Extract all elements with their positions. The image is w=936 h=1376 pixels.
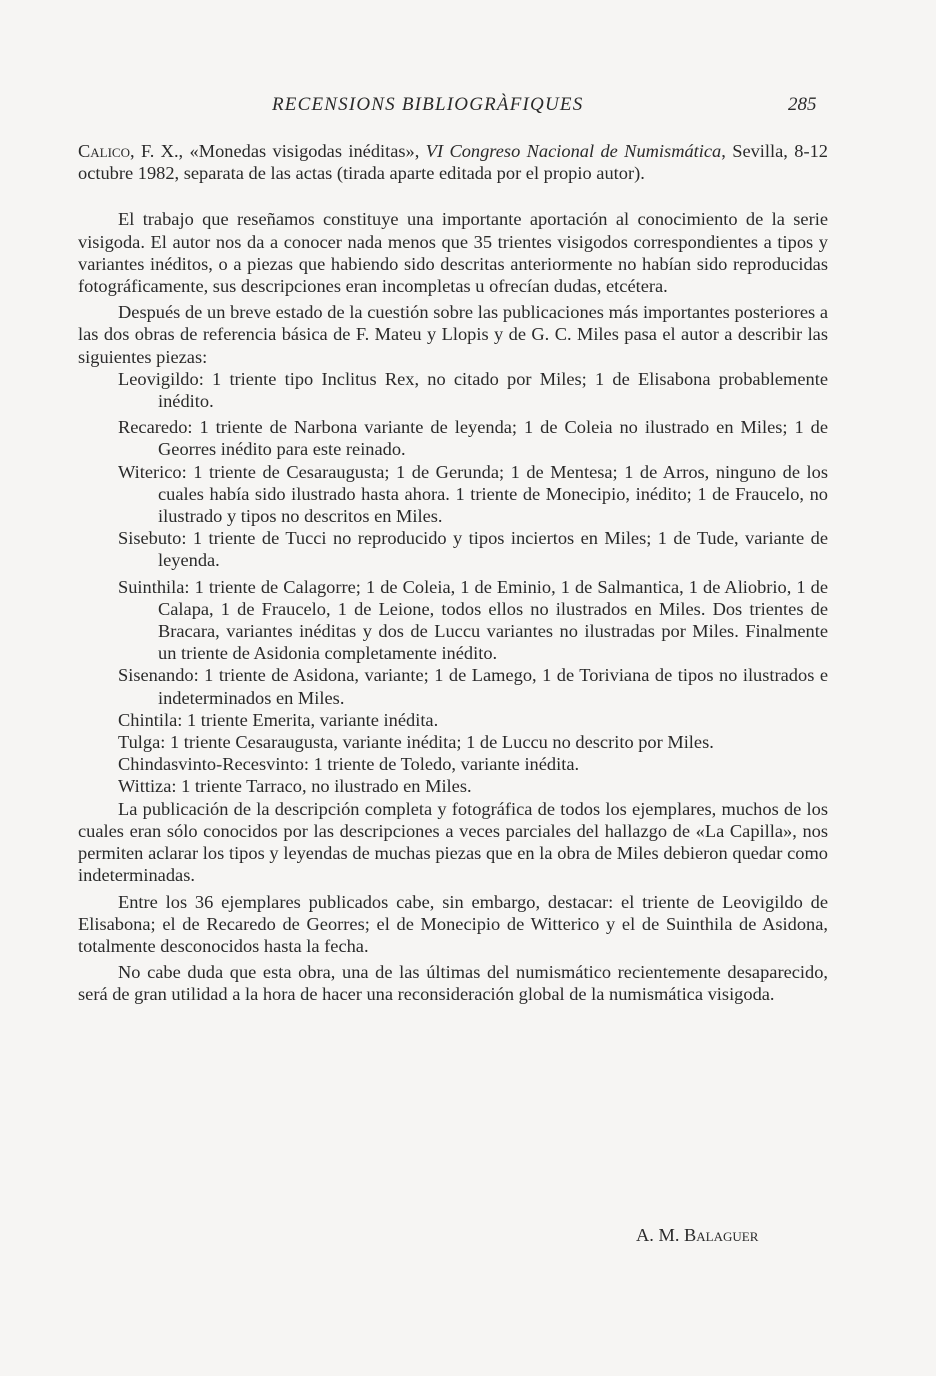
coin-entry: Sisenando: 1 triente de Asidona, variante; 1 de Lamego, 1 de Toriviana de tipos no ilustrados e indeterminados en Miles. xyxy=(118,665,828,708)
coin-entry: Suinthila: 1 triente de Calagorre; 1 de Coleia, 1 de Eminio, 1 de Salmantica, 1 de Aliobrio, 1 de Calapa, 1 de Fraucelo, 1 de Leione, todos ellos no ilustrados en Miles. Dos trientes de Bracara, variantes inéditas y dos de Luccu variantes no ilustradas por Miles. Finalmente un triente de Asidonia completamente inédito. xyxy=(118,576,828,664)
signature-initials: A. M. xyxy=(636,1225,685,1245)
citation-author: Calico xyxy=(78,141,130,161)
bibliographic-citation xyxy=(78,140,828,184)
coin-entry: Leovigildo: 1 triente tipo Inclitus Rex, no citado por Miles; 1 de Elisabona probablemente inédito. xyxy=(118,368,828,412)
coin-entry: Wittiza: 1 triente Tarraco, no ilustrado en Miles. xyxy=(118,776,472,797)
paragraph: El trabajo que reseñamos constituye una importante aportación al conocimiento de la serie visigoda. El autor nos da a conocer nada menos que 35 trientes visigodos correspondientes a tipos y variantes inéditos, o a piezas que habiendo sido descritas anteriormente no habían sido reproducidas fotográficamente, sus descripciones eran incompletas u ofrecían dudas, etcétera. xyxy=(78,209,828,297)
review-body xyxy=(78,140,828,1006)
running-title: RECENSIONS BIBLIOGRÀFIQUES xyxy=(272,94,584,115)
reviewer-signature xyxy=(636,1225,758,1246)
page-number: 285 xyxy=(788,94,817,115)
page-header xyxy=(0,94,936,124)
paragraph: No cabe duda que esta obra, una de las últimas del numismático recientemente desaparecido, será de gran utilidad a la hora de hacer una reconsideración global de la numismática visigoda. xyxy=(78,962,828,1005)
paragraph: Después de un breve estado de la cuestión sobre las publicaciones más importantes posteriores a las dos obras de referencia básica de F. Mateu y Llopis y de G. C. Miles pasa el autor a describir las siguientes piezas: xyxy=(78,302,828,367)
citation-author-rest: , F. X., «Monedas visigodas inéditas», xyxy=(129,141,426,161)
coin-entry: Chindasvinto-Recesvinto: 1 triente de Toledo, variante inédita. xyxy=(118,754,580,775)
coin-entry: Tulga: 1 triente Cesaraugusta, variante inédita; 1 de Luccu no descrito por Miles. xyxy=(118,732,714,753)
paragraph: Entre los 36 ejemplares publicados cabe, sin embargo, destacar: el triente de Leovigildo de Elisabona; el de Recaredo de Georres; el de Monecipio de Witterico y el de Suinthila de Asidona, totalmente desconocidos hasta la fecha. xyxy=(78,891,828,956)
signature-surname: Balaguer xyxy=(684,1225,759,1245)
citation-rest: , Sevilla, 8-12 octubre 1982, separata de las actas (tirada aparte editada por el propio autor). xyxy=(78,141,828,184)
paragraph: La publicación de la descripción completa y fotográfica de todos los ejemplares, muchos de los cuales eran sólo conocidos por las descripciones a veces parciales del hallazgo de «La Capilla», nos permiten aclarar los tipos y leyendas de muchas piezas que en la obra de Miles debieron quedar como indeterminadas. xyxy=(78,798,828,886)
coin-entry: Witerico: 1 triente de Cesaraugusta; 1 de Gerunda; 1 de Mentesa; 1 de Arros, ninguno de los cuales había sido ilustrado hasta ahora. 1 triente de Monecipio, inédito; 1 de Fraucelo, no ilustrado y tipos no descritos en Miles. xyxy=(118,461,828,527)
coin-entry: Chintila: 1 triente Emerita, variante inédita. xyxy=(118,709,439,730)
coin-entry: Sisebuto: 1 triente de Tucci no reproducido y tipos inciertos en Miles; 1 de Tude, variante de leyenda. xyxy=(118,528,828,571)
coin-entry: Recaredo: 1 triente de Narbona variante de leyenda; 1 de Coleia no ilustrado en Miles; 1 de Georres inédito para este reinado. xyxy=(118,417,828,460)
citation-congress: VI Congreso Nacional de Numismática xyxy=(425,141,722,161)
